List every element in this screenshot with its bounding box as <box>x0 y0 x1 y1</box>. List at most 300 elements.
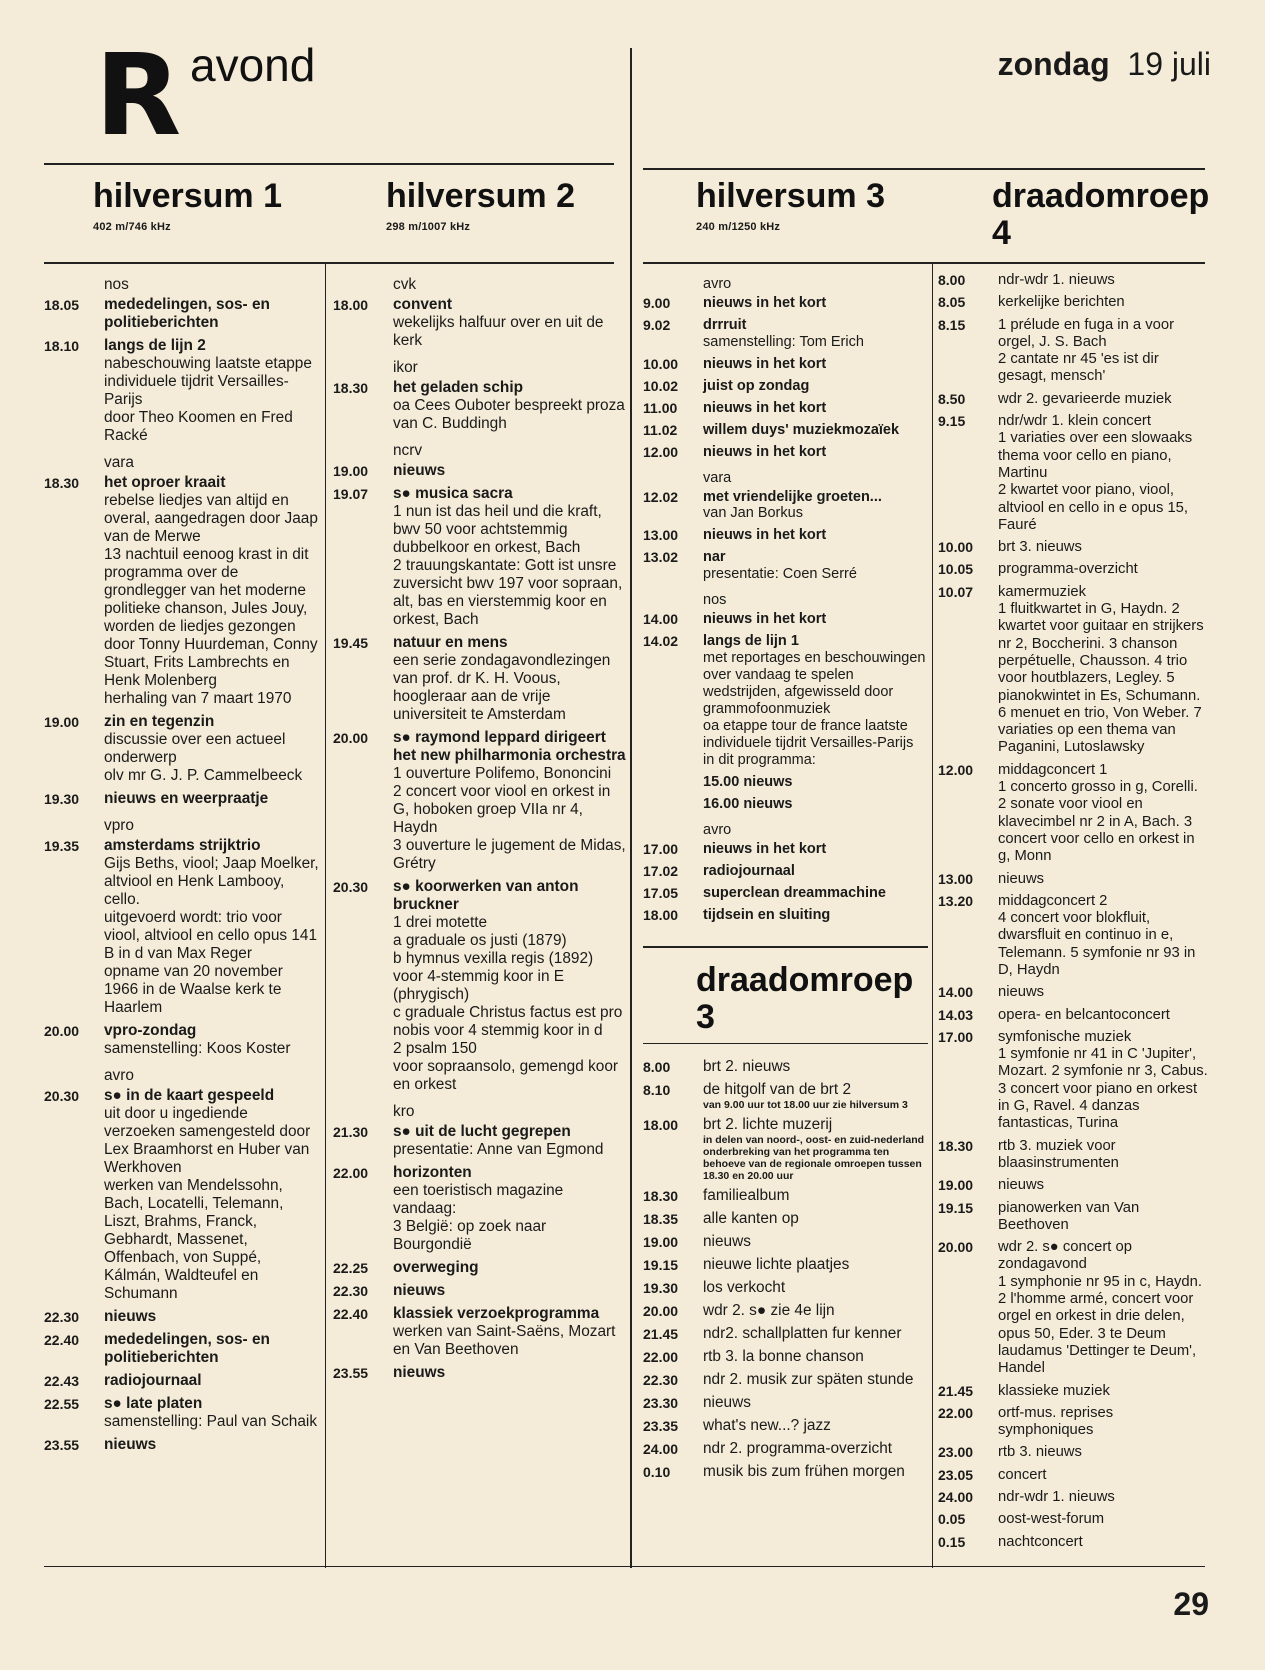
program-time: 8.00 <box>643 1059 671 1075</box>
program-description: presentatie: Anne van Egmond <box>393 1141 604 1158</box>
station-name: hilversum 1 <box>93 177 282 215</box>
program-title: nieuws in het kort <box>703 399 827 416</box>
program-description: rebelse liedjes van altijd en overal, aangedragen door Jaap van de Merwe <box>104 492 318 545</box>
program-description: samenstelling: Koos Koster <box>104 1040 291 1057</box>
program-time: 13.00 <box>938 870 974 887</box>
station-frequency: 240 m/1250 kHz <box>696 221 781 234</box>
program-entry <box>643 1325 929 1343</box>
program-entry <box>333 1305 627 1359</box>
program-entry <box>643 317 929 351</box>
program-entry <box>44 1308 320 1326</box>
program-title: zin en tegenzin <box>104 713 215 730</box>
draadomroep-3-rule-bottom <box>643 1043 928 1044</box>
program-entry <box>44 837 320 1017</box>
program-description: middagconcert 1 <box>998 761 1108 778</box>
program-description: ndr-wdr 1. nieuws <box>998 1489 1115 1505</box>
program-time: 20.00 <box>938 1239 974 1256</box>
draadomroep-3-rule <box>643 946 928 948</box>
program-description: discussie over een actueel onderwerp <box>104 731 286 766</box>
program-entry <box>643 863 929 880</box>
program-description: wdr 2. s● concert op zondagavond <box>998 1239 1132 1273</box>
program-description: a graduale os justi (1879) <box>393 932 567 949</box>
program-description: in dit programma: <box>703 751 816 768</box>
program-description: rtb 3. nieuws <box>998 1444 1082 1461</box>
program-time: 19.35 <box>44 838 80 854</box>
program-description: middagconcert 2 <box>998 892 1108 909</box>
program-time: 8.50 <box>938 390 966 407</box>
program-entry <box>643 444 929 461</box>
program-entry <box>938 1138 1208 1173</box>
program-time: 19.15 <box>938 1199 974 1216</box>
program-title: superclean dreammachine <box>703 884 886 901</box>
station-name: hilversum 3 <box>696 177 885 215</box>
column-divider-main <box>630 48 632 1568</box>
program-time: 10.00 <box>938 539 974 556</box>
program-entry <box>44 1331 320 1367</box>
broadcaster-label: kro <box>393 1103 415 1120</box>
program-entry <box>643 1210 929 1228</box>
program-entry <box>643 1081 929 1111</box>
program-time: 23.55 <box>333 1365 369 1381</box>
broadcaster-label: avro <box>104 1067 134 1084</box>
program-title: langs de lijn 2 <box>104 337 206 354</box>
program-title: radiojournaal <box>104 1372 202 1389</box>
program-time: 22.43 <box>44 1373 80 1389</box>
program-entry <box>643 774 929 791</box>
program-description: uit door u ingediende verzoeken samengesteld door Lex Braamhorst en Huber van Werkhoven <box>104 1105 311 1176</box>
program-time: 24.00 <box>938 1489 974 1505</box>
program-title: nar <box>703 549 726 566</box>
program-entry <box>643 1187 929 1205</box>
program-title: nieuws <box>104 1308 157 1325</box>
program-time: 0.05 <box>938 1511 966 1528</box>
program-time: 18.30 <box>938 1137 974 1154</box>
program-entry <box>44 1022 320 1058</box>
program-time: 10.05 <box>938 561 974 578</box>
broadcaster-label: vara <box>104 454 134 471</box>
program-time: 23.30 <box>643 1395 679 1411</box>
program-description: oa Cees Ouboter bespreekt proza van C. Buddingh <box>393 397 625 432</box>
broadcaster-label: ncrv <box>393 442 423 459</box>
program-entry <box>643 1417 929 1435</box>
station-rule-right <box>643 262 1205 264</box>
station-name: draadomroep 3 <box>696 961 914 1037</box>
program-time: 0.15 <box>938 1533 966 1550</box>
program-description: 1 ouverture Polifemo, Bononcini <box>393 765 612 782</box>
program-entry <box>333 634 627 724</box>
program-column-hilversum-3 <box>643 272 929 929</box>
program-note: van 9.00 uur tot 18.00 uur zie hilversum 3 <box>703 1099 908 1111</box>
program-title: nieuws in het kort <box>703 443 827 460</box>
program-description: samenstelling: Tom Erich <box>703 333 864 350</box>
program-entry <box>643 1394 929 1412</box>
program-title: 16.00 nieuws <box>703 795 793 812</box>
broadcaster-label: nos <box>104 276 129 293</box>
program-entry <box>333 1259 627 1277</box>
station-header-hilversum-2 <box>386 178 575 233</box>
program-entry <box>643 356 929 373</box>
program-title: s● uit de lucht gegrepen <box>393 1123 571 1140</box>
program-entry <box>333 1282 627 1300</box>
program-description: rtb 3. la bonne chanson <box>703 1348 864 1365</box>
program-description: uitgevoerd wordt: trio voor viool, altviool en cello opus 141 B in d van Max Reger <box>104 909 318 962</box>
program-time: 19.00 <box>643 1234 679 1250</box>
program-description: oa etappe tour de france laatste individuele tijdrit Versailles-Parijs <box>703 717 914 751</box>
program-description: 3 ouverture le jugement de Midas, Grétry <box>393 837 626 872</box>
program-description: alle kanten op <box>703 1210 799 1227</box>
page-date-value: 19 juli <box>1127 46 1211 82</box>
program-time: 17.05 <box>643 884 679 901</box>
program-title: convent <box>393 296 453 313</box>
program-time: 8.10 <box>643 1082 671 1098</box>
program-time: 11.02 <box>643 421 678 438</box>
section-letter: R <box>95 31 178 161</box>
program-description: door Theo Koomen en Fred Racké <box>104 409 293 444</box>
program-time: 21.45 <box>643 1326 679 1342</box>
program-time: 20.00 <box>643 1303 679 1319</box>
program-entry <box>643 1116 929 1182</box>
program-description: nieuwe lichte plaatjes <box>703 1256 850 1273</box>
program-title: radiojournaal <box>703 862 795 879</box>
program-title: natuur en mens <box>393 634 508 651</box>
broadcaster-label: avro <box>703 821 732 838</box>
program-entry <box>643 527 929 544</box>
program-entry <box>643 549 929 583</box>
broadcaster-label: nos <box>703 592 727 609</box>
program-title: vpro-zondag <box>104 1022 197 1039</box>
program-description: 1 symphonie nr 95 in c, Haydn. 2 l'homme armé, concert voor orgel en orkest in drie delen, opus 50, Eder. 3 te Deum laudamus 'Dettinger te Deum', Handel <box>998 1273 1202 1377</box>
program-entry <box>938 1444 1208 1461</box>
program-entry <box>643 400 929 417</box>
program-entry <box>938 584 1208 757</box>
program-entry <box>643 422 929 439</box>
program-time: 24.00 <box>643 1441 679 1457</box>
program-description: 1 symfonie nr 41 in C 'Jupiter', Mozart. 2 symfonie nr 3, Cabus. 3 concert voor piano en orkest in G, Ravel. 4 danzas fantasticas, Turina <box>998 1046 1208 1132</box>
station-name: draadomroep 4 <box>992 177 1210 253</box>
program-title: willem duys' muziekmozaïek <box>703 421 900 438</box>
program-time: 22.25 <box>333 1260 369 1276</box>
program-description: ortf-mus. reprises symphoniques <box>998 1404 1114 1439</box>
program-entry <box>938 294 1208 311</box>
program-entry <box>44 790 320 808</box>
program-entry <box>333 1164 627 1254</box>
program-time: 17.00 <box>643 840 679 857</box>
program-description: met reportages en beschouwingen over vandaag te spelen wedstrijden, afgewisseld door grammofoonmuziek <box>703 650 926 718</box>
program-description: een serie zondagavondlezingen van prof. dr K. H. Voous, hoogleraar aan de vrije universiteit te Amsterdam <box>393 652 611 723</box>
program-time: 18.30 <box>643 1188 679 1204</box>
program-time: 12.02 <box>643 488 679 505</box>
program-entry <box>938 984 1208 1001</box>
program-description: opname van 20 november 1966 in de Waalse kerk te Haarlem <box>104 963 283 1016</box>
program-entry <box>643 885 929 902</box>
program-time: 19.15 <box>643 1257 679 1273</box>
program-description: nieuws <box>998 984 1045 1001</box>
program-title: nieuws in het kort <box>703 840 827 857</box>
program-time: 14.02 <box>643 633 679 650</box>
program-description: ndr 2. musik zur späten stunde <box>703 1371 914 1388</box>
program-time: 11.00 <box>643 399 678 416</box>
program-time: 22.00 <box>333 1165 369 1181</box>
program-time: 8.05 <box>938 294 966 311</box>
program-time: 10.00 <box>643 355 679 372</box>
program-description: brt 2. lichte muzerij <box>703 1116 833 1133</box>
program-entry <box>938 1405 1208 1440</box>
program-entry <box>643 796 929 813</box>
header-rule-left <box>44 163 614 165</box>
program-entry <box>44 337 320 445</box>
station-header-draadomroep-4 <box>992 178 1212 253</box>
program-time: 9.02 <box>643 316 671 333</box>
program-description: 1 nun ist das heil und die kraft, bwv 50 voor achtstemmig dubbelkoor en orkest, Bach <box>393 503 602 556</box>
program-description: c graduale Christus factus est pro nobis voor 4 stemmig koor in d <box>393 1004 623 1039</box>
program-entry <box>44 1372 320 1390</box>
program-description: nieuws <box>703 1394 751 1411</box>
program-time <box>643 796 703 813</box>
program-time: 20.30 <box>44 1088 80 1104</box>
program-description: de hitgolf van de brt 2 <box>703 1081 852 1098</box>
program-time: 21.45 <box>938 1382 974 1399</box>
program-description: rtb 3. muziek voor blaasinstrumenten <box>998 1137 1119 1171</box>
program-entry <box>44 713 320 785</box>
program-time: 13.00 <box>643 527 679 544</box>
program-description: vandaag: <box>393 1200 457 1217</box>
program-time: 19.00 <box>938 1177 974 1194</box>
program-entry <box>44 296 320 332</box>
program-title: s● raymond leppard dirigeert het new philharmonia orchestra <box>393 729 626 764</box>
column-divider-right <box>932 262 933 1568</box>
program-time: 23.05 <box>938 1466 974 1483</box>
program-description: kamermuziek <box>998 583 1086 600</box>
program-entry <box>643 1256 929 1274</box>
page-number: 29 <box>1173 1586 1209 1622</box>
program-time: 23.35 <box>643 1418 679 1434</box>
program-entry <box>44 1436 320 1454</box>
program-description: 1 concerto grosso in g, Corelli. 2 sonate voor viool en klavecimbel nr 2 in A, Bach. 3 concert voor cello en orkest in g, Monn <box>998 779 1198 865</box>
program-column-hilversum-1 <box>44 272 320 1459</box>
station-frequency: 402 m/746 kHz <box>93 221 171 234</box>
broadcaster-label: vara <box>703 469 732 486</box>
program-description: klassieke muziek <box>998 1382 1110 1399</box>
program-description: programma-overzicht <box>998 561 1138 578</box>
page-date <box>998 48 1211 80</box>
broadcaster-label: avro <box>703 276 732 292</box>
program-entry <box>938 272 1208 289</box>
program-description: 1 drei motette <box>393 914 488 931</box>
program-title: s● late platen <box>104 1395 203 1412</box>
program-description: een toeristisch magazine <box>393 1182 564 1199</box>
program-title: juist op zondag <box>703 377 810 394</box>
program-description: nachtconcert <box>998 1533 1083 1550</box>
program-entry <box>643 1058 929 1076</box>
program-entry <box>643 1302 929 1320</box>
program-description: opera- en belcantoconcert <box>998 1006 1170 1023</box>
program-entry <box>44 1087 320 1303</box>
program-entry <box>643 489 929 523</box>
program-column-draadomroep-4 <box>938 272 1208 1556</box>
program-description: 1 prélude en fuga in a voor orgel, J. S. Bach <box>998 316 1175 350</box>
program-entry <box>643 611 929 628</box>
program-entry <box>938 762 1208 866</box>
program-time: 18.00 <box>643 1117 679 1133</box>
program-description: concert <box>998 1466 1047 1483</box>
program-title: nieuws <box>393 462 446 479</box>
program-entry <box>938 317 1208 386</box>
program-description: werken van Saint-Saëns, Mozart en Van Beethoven <box>393 1323 616 1358</box>
program-description: 2 cantate nr 45 'es ist dir gesagt, mensch' <box>998 351 1159 385</box>
program-column-draadomroep-3 <box>643 1058 929 1486</box>
program-entry <box>938 539 1208 556</box>
program-time: 10.02 <box>643 377 679 394</box>
program-time: 18.10 <box>44 338 80 354</box>
program-description: what's new...? jazz <box>703 1417 831 1434</box>
program-title: langs de lijn 1 <box>703 633 799 650</box>
program-title: drrruit <box>703 316 747 333</box>
program-entry <box>938 1467 1208 1484</box>
program-time: 18.00 <box>643 906 679 923</box>
program-title: met vriendelijke groeten... <box>703 488 882 505</box>
program-entry <box>938 1200 1208 1235</box>
program-entry <box>333 379 627 433</box>
program-entry <box>643 907 929 924</box>
program-description: oost-west-forum <box>998 1511 1105 1528</box>
header-rule-right <box>643 168 1205 170</box>
footer-rule <box>44 1566 1205 1567</box>
program-entry <box>333 462 627 480</box>
program-time: 22.30 <box>643 1372 679 1388</box>
program-entry <box>44 474 320 708</box>
program-entry <box>333 878 627 1094</box>
program-time: 8.15 <box>938 316 966 333</box>
program-description: familiealbum <box>703 1187 790 1204</box>
broadcaster-label: cvk <box>393 276 417 293</box>
program-description: los verkocht <box>703 1279 786 1296</box>
program-title: het geladen schip <box>393 379 523 396</box>
program-description: 1 fluitkwartet in G, Haydn. 2 kwartet voor guitaar en strijkers nr 2, Boccherini. 3 chanson perpétuelle, Chausson. 4 trio voor houtblazers, Legley. 5 pianokwintet in Es, Schumann. 6 menuet en trio, Von Weber. 7 variaties op een thema van Paganini, Lutoslawsky <box>998 601 1204 756</box>
program-title: nieuws <box>104 1436 157 1453</box>
program-entry <box>938 1383 1208 1400</box>
program-entry <box>643 1440 929 1458</box>
page-day: zondag <box>997 46 1110 82</box>
program-time: 12.00 <box>643 443 679 460</box>
program-description: kerkelijke berichten <box>998 294 1125 311</box>
program-entry <box>44 1395 320 1431</box>
program-description: wekelijks halfuur over en uit de kerk <box>393 314 604 349</box>
program-entry <box>333 485 627 629</box>
program-time: 18.30 <box>44 475 80 491</box>
program-title: nieuws <box>393 1282 446 1299</box>
program-description: voor sopraansolo, gemengd koor en orkest <box>393 1058 619 1093</box>
program-entry <box>333 1364 627 1382</box>
program-time: 18.30 <box>333 380 369 396</box>
program-description: presentatie: Coen Serré <box>703 566 857 583</box>
station-header-draadomroep-3 <box>696 962 926 1037</box>
program-time: 18.35 <box>643 1211 679 1227</box>
program-entry <box>938 1029 1208 1133</box>
program-entry <box>643 1279 929 1297</box>
program-entry <box>938 1239 1208 1377</box>
program-description: samenstelling: Paul van Schaik <box>104 1413 318 1430</box>
station-name: hilversum 2 <box>386 177 575 215</box>
program-description: nieuws <box>998 870 1045 887</box>
program-title: nieuws in het kort <box>703 527 827 544</box>
program-entry <box>938 1534 1208 1551</box>
program-description: wdr 2. s● zie 4e lijn <box>703 1302 835 1319</box>
program-time: 19.30 <box>44 791 80 807</box>
broadcaster-label: vpro <box>104 817 134 834</box>
program-description: symfonische muziek <box>998 1028 1132 1045</box>
program-time: 22.40 <box>44 1332 80 1348</box>
program-time: 14.00 <box>643 611 679 628</box>
program-time: 20.30 <box>333 879 369 895</box>
program-time: 22.40 <box>333 1306 369 1322</box>
program-time: 17.00 <box>938 1028 974 1045</box>
program-description: ndr/wdr 1. klein concert <box>998 413 1151 430</box>
program-time: 20.00 <box>44 1023 80 1039</box>
program-title: nieuws en weerpraatje <box>104 790 269 807</box>
program-entry <box>643 378 929 395</box>
program-title: s● musica sacra <box>393 485 513 502</box>
program-entry <box>643 841 929 858</box>
program-time: 23.00 <box>938 1444 974 1461</box>
program-entry <box>938 871 1208 888</box>
program-time: 22.30 <box>44 1309 80 1325</box>
program-time: 19.00 <box>333 463 369 479</box>
program-description: 4 concert voor blokfluit, dwarsfluit en continuo in e, Telemann. 5 symfonie nr 93 in D, Haydn <box>998 910 1196 978</box>
broadcaster-label: ikor <box>393 359 418 376</box>
program-entry <box>643 1371 929 1389</box>
program-description: 2 psalm 150 <box>393 1040 477 1057</box>
program-time: 17.02 <box>643 862 679 879</box>
program-title: mededelingen, sos- en politieberichten <box>104 1331 270 1366</box>
program-time: 21.30 <box>333 1124 369 1140</box>
program-title: klassiek verzoekprogramma <box>393 1305 600 1322</box>
program-title: 15.00 nieuws <box>703 773 793 790</box>
program-title: nieuws in het kort <box>703 611 827 628</box>
station-rule-left <box>44 262 614 264</box>
program-entry <box>643 1233 929 1251</box>
program-description: 3 België: op zoek naar Bourgondië <box>393 1218 547 1253</box>
program-time: 14.00 <box>938 984 974 1001</box>
program-time: 22.00 <box>938 1404 974 1421</box>
program-time: 9.00 <box>643 294 671 311</box>
program-description: brt 2. nieuws <box>703 1058 791 1075</box>
program-entry <box>333 729 627 873</box>
program-description: werken van Mendelssohn, Bach, Locatelli, Telemann, Liszt, Brahms, Franck, Gebhardt, Massenet, Offenbach, von Suppé, Kálmán, Waldteufel en Schumann <box>104 1177 284 1302</box>
program-title: nieuws in het kort <box>703 355 827 372</box>
program-entry <box>938 893 1208 979</box>
program-description: b hymnus vexilla regis (1892) voor 4-stemmig koor in E (phrygisch) <box>393 950 594 1003</box>
program-time: 8.00 <box>938 272 966 288</box>
program-entry <box>643 1348 929 1366</box>
program-description: ndr-wdr 1. nieuws <box>998 272 1115 288</box>
program-title: s● koorwerken van anton bruckner <box>393 878 579 913</box>
program-title: nieuws in het kort <box>703 294 827 311</box>
program-entry <box>938 1177 1208 1194</box>
program-time: 22.55 <box>44 1396 80 1412</box>
program-description: herhaling van 7 maart 1970 <box>104 690 292 707</box>
program-time: 10.07 <box>938 583 974 600</box>
program-title: mededelingen, sos- en politieberichten <box>104 296 270 331</box>
program-time <box>643 774 703 791</box>
program-description: brt 3. nieuws <box>998 539 1082 556</box>
program-entry <box>333 296 627 350</box>
program-time: 22.00 <box>643 1349 679 1365</box>
station-frequency: 298 m/1007 kHz <box>386 221 471 234</box>
program-description: 13 nachtuil eenoog krast in dit programma over de grondlegger van het moderne politieke chanson, Jules Jouy, worden de liedjes gezongen door Tonny Huurdeman, Conny Stuart, Frits Lambrechts en Henk Molenberg <box>104 546 318 689</box>
program-time: 19.45 <box>333 635 369 651</box>
program-time: 13.02 <box>643 549 679 566</box>
program-description: musik bis zum frühen morgen <box>703 1463 905 1480</box>
